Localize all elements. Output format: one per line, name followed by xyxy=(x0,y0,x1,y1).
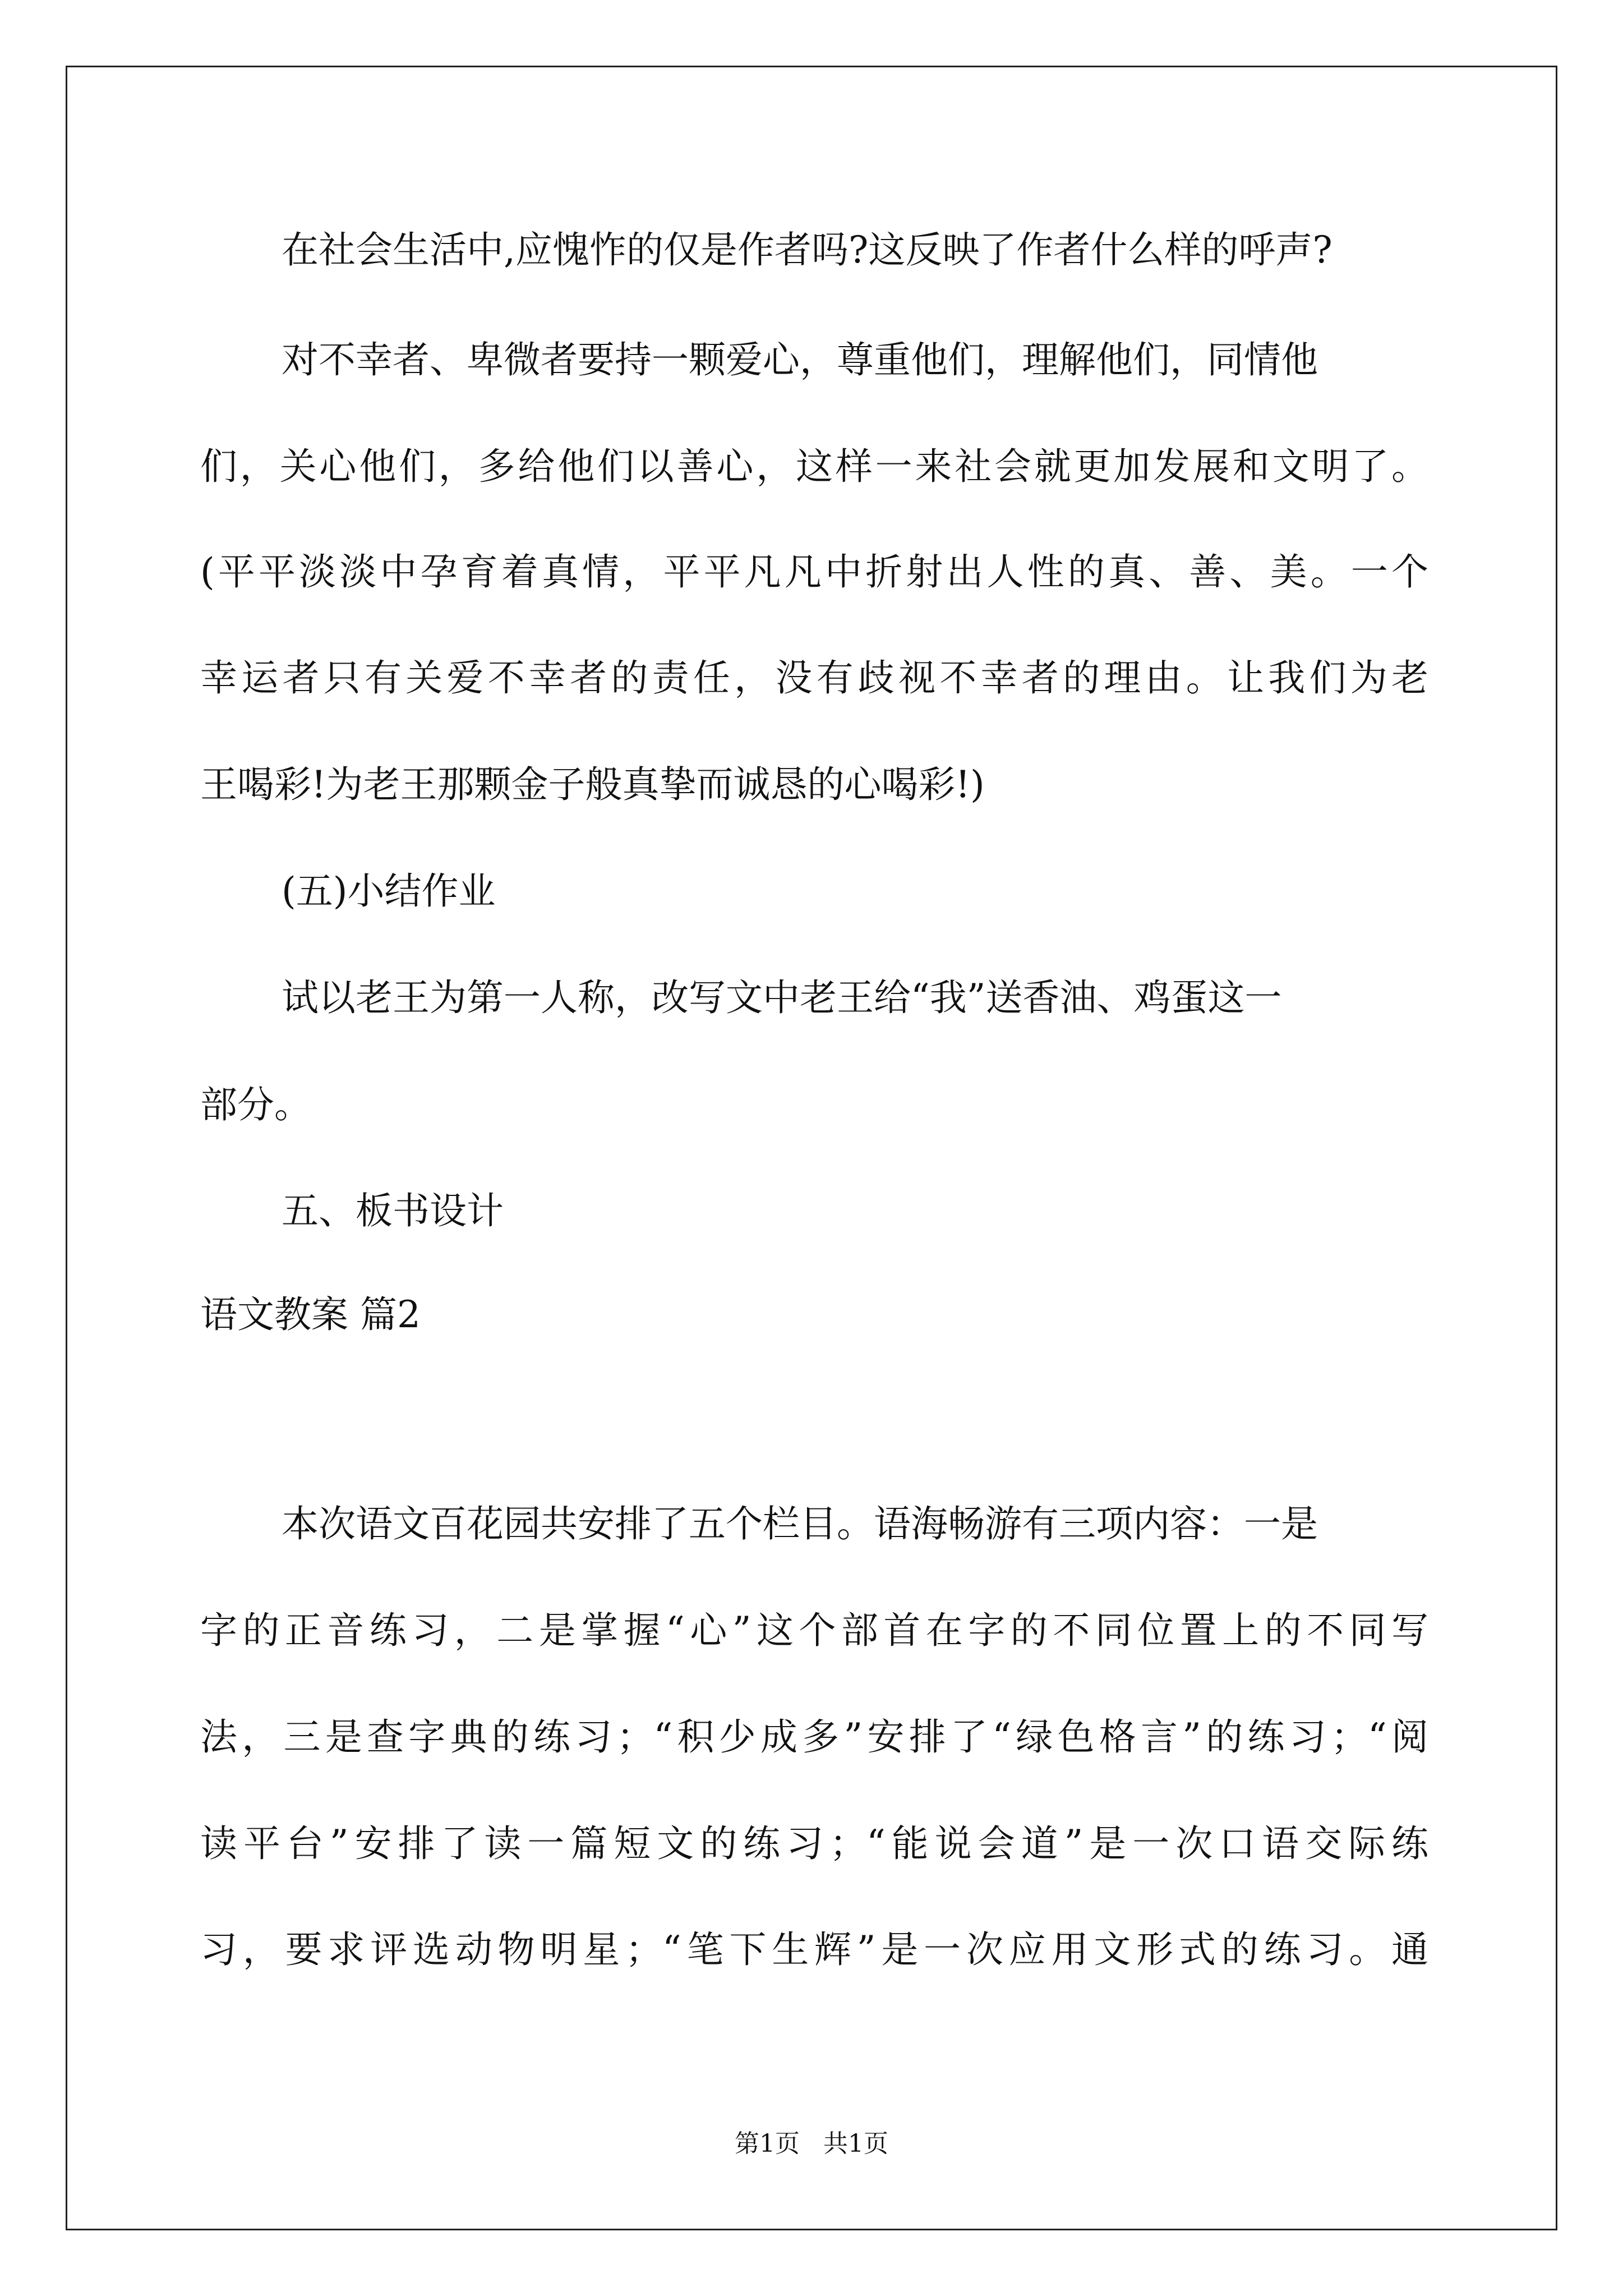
section-heading-summary: (五)小结作业 xyxy=(282,869,496,913)
paragraph-line-4: (平平淡淡中孕育着真情，平平凡凡中折射出人性的真、善、美。一个 xyxy=(200,550,1428,593)
section-heading-board-design: 五、板书设计 xyxy=(282,1189,504,1232)
paragraph-line-6: 王喝彩!为老王那颗金子般真挚而诚恳的心喝彩!) xyxy=(200,763,985,806)
paragraph-line-13: 习，要求评选动物明星；“笔下生辉”是一次应用文形式的练习。通 xyxy=(200,1928,1428,1971)
paragraph-line-2: 对不幸者、卑微者要持一颗爱心，尊重他们，理解他们，同情他 xyxy=(282,338,1318,381)
paragraph-line-3: 们，关心他们，多给他们以善心，这样一来社会就更加发展和文明了。 xyxy=(200,445,1428,488)
page-border xyxy=(66,66,1557,2230)
paragraph-line-1: 在社会生活中,应愧怍的仅是作者吗?这反映了作者什么样的呼声? xyxy=(282,228,1332,272)
paragraph-line-11: 法，三是查字典的练习；“积少成多”安排了“绿色格言”的练习；“阅 xyxy=(200,1715,1428,1759)
paragraph-line-10: 字的正音练习，二是掌握“心”这个部首在字的不同位置上的不同写 xyxy=(200,1609,1428,1652)
page-footer: 第1页 共1页 xyxy=(735,2129,888,2158)
paragraph-line-5: 幸运者只有关爱不幸者的责任，没有歧视不幸者的理由。让我们为老 xyxy=(200,656,1428,700)
paragraph-line-7: 试以老王为第一人称，改写文中老王给“我”送香油、鸡蛋这一 xyxy=(282,976,1282,1019)
paragraph-line-9: 本次语文百花园共安排了五个栏目。语海畅游有三项内容：一是 xyxy=(282,1502,1318,1545)
paragraph-line-8: 部分。 xyxy=(200,1083,311,1126)
paragraph-line-12: 读平台”安排了读一篇短文的练习；“能说会道”是一次口语交际练 xyxy=(200,1822,1428,1865)
article-heading: 语文教案 篇2 xyxy=(200,1293,421,1336)
